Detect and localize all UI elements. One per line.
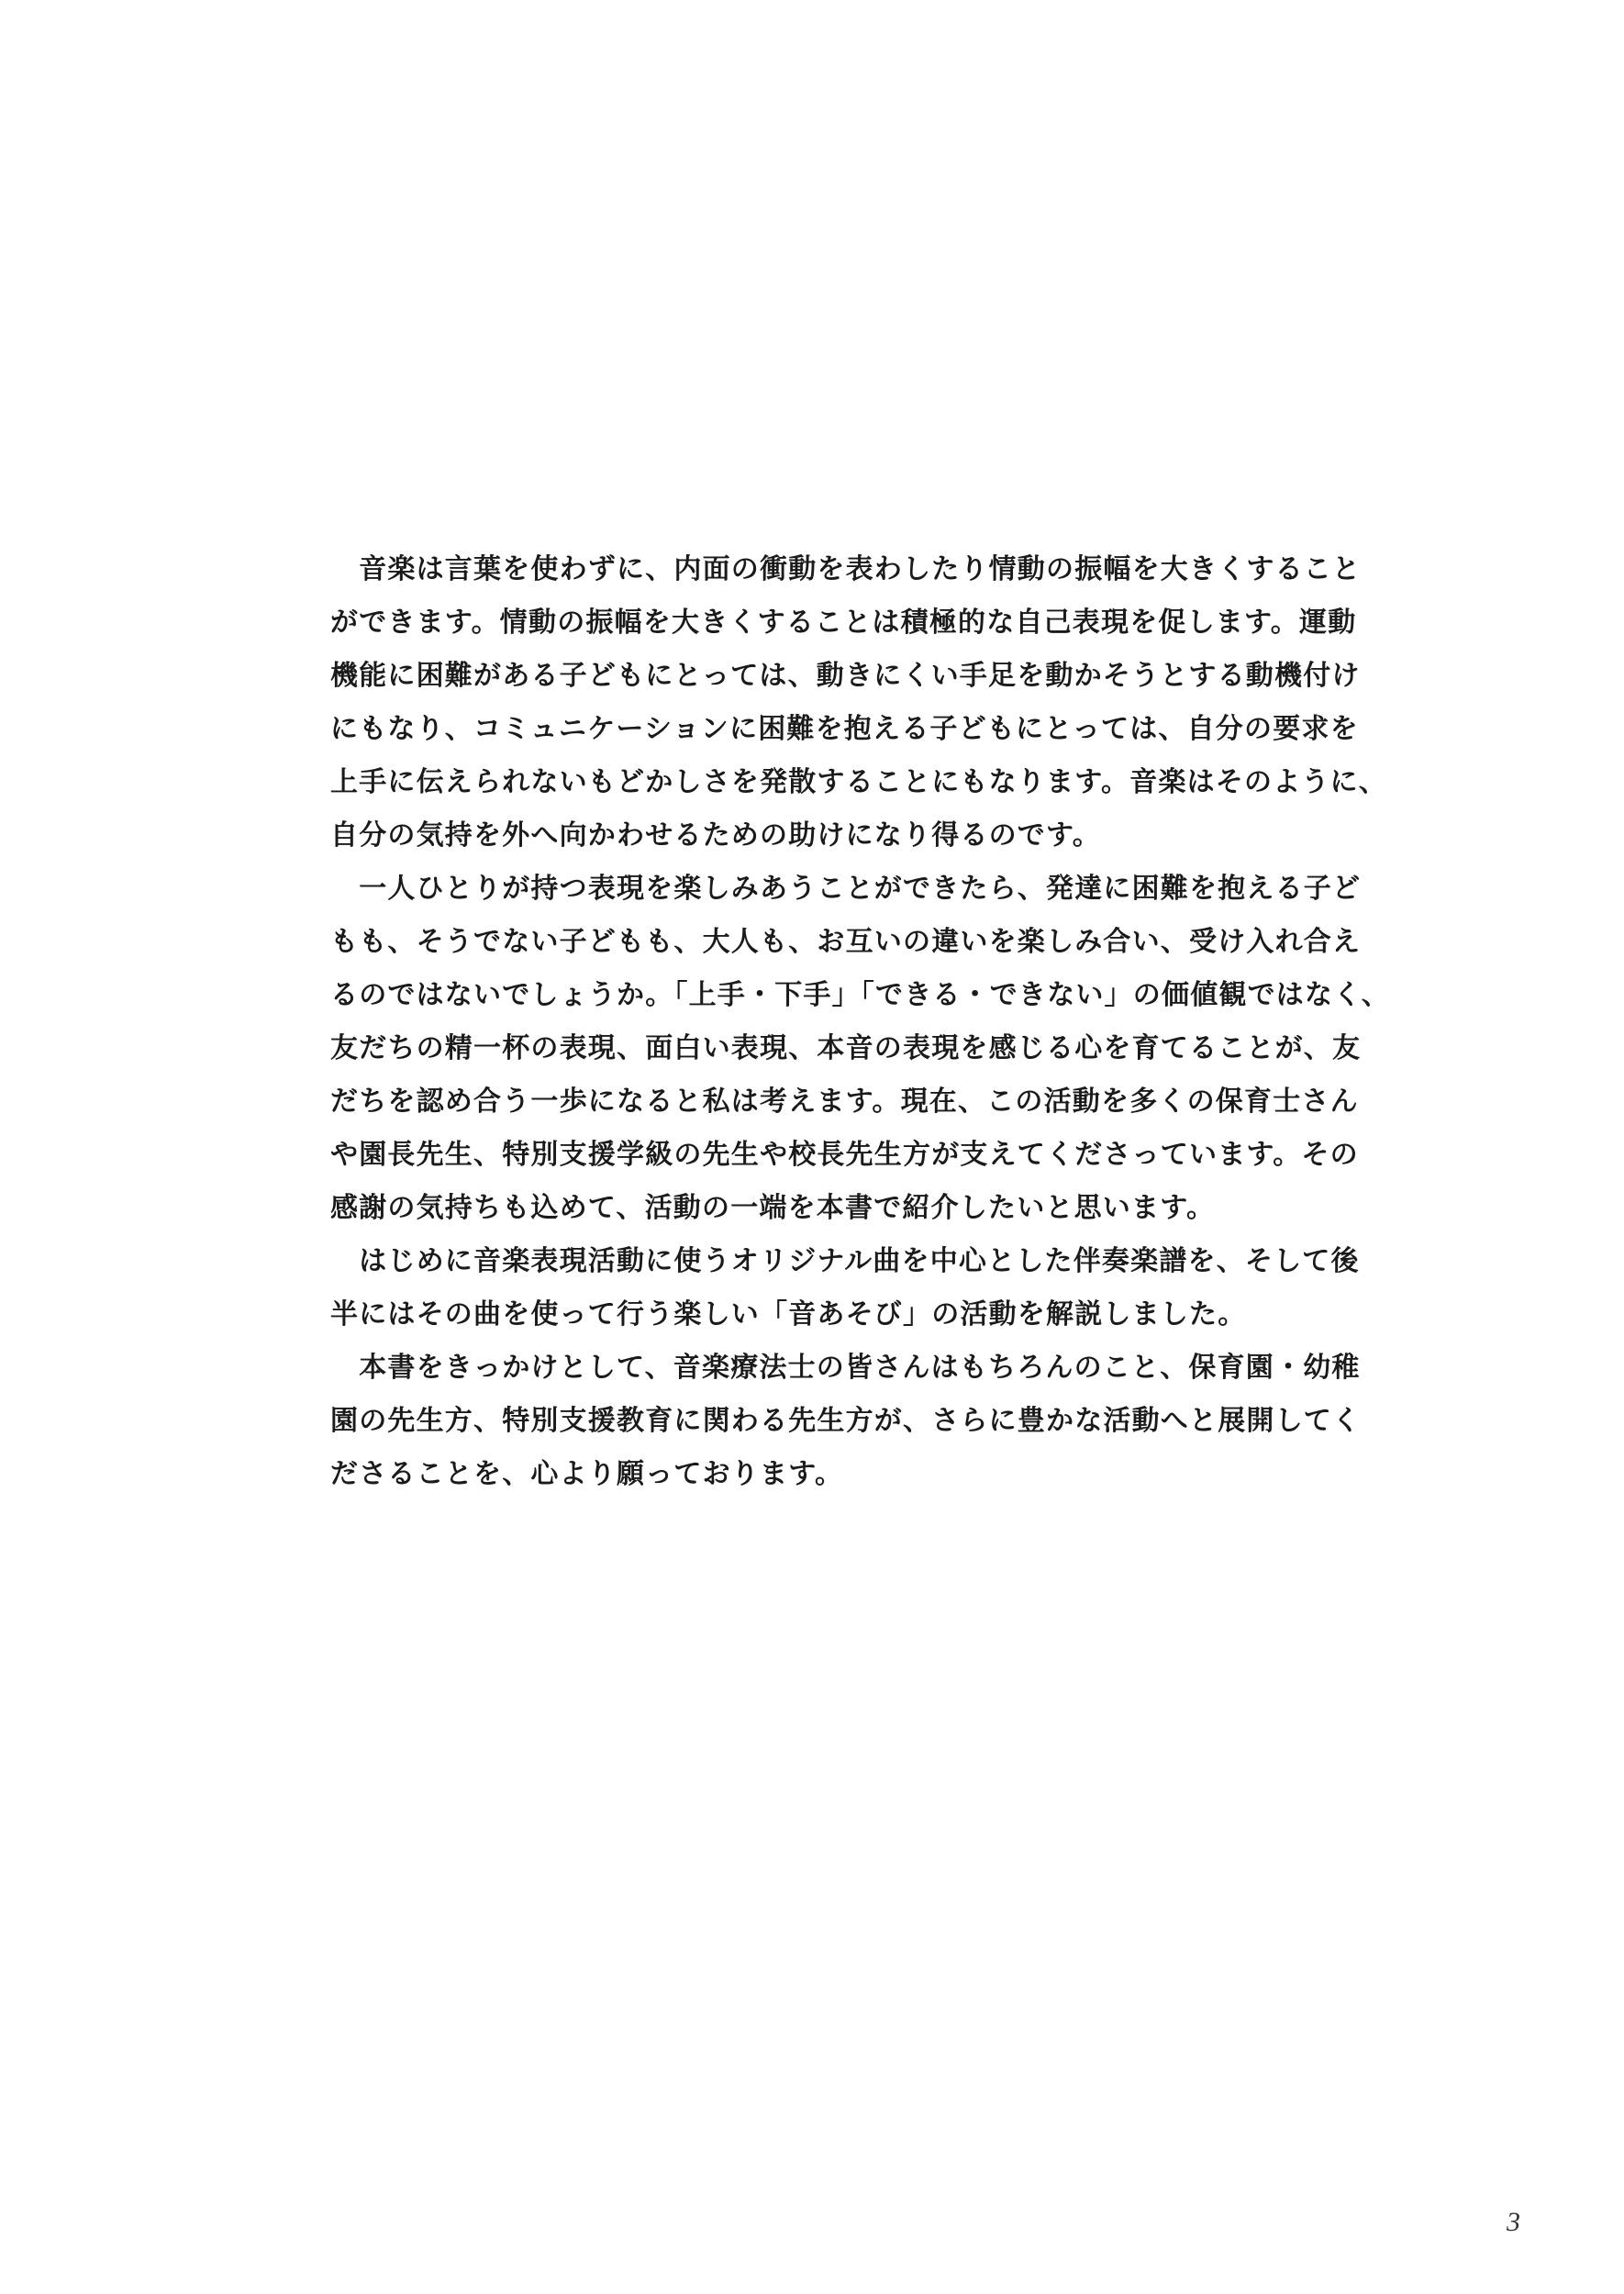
text-line: 本書をきっかけとして、音楽療法士の皆さんはもちろんのこと、保育園・幼稚 — [330, 1352, 1361, 1384]
text-line: 自分の気持を外へ向かわせるための助けになり得るのです。 — [330, 819, 1101, 852]
text-line: 音楽は言葉を使わずに、内面の衝動を表わしたり情動の振幅を大きくすること — [330, 553, 1362, 585]
text-line: 友だちの精一杯の表現、面白い表現、本音の表現を感じる心を育てることが、友 — [330, 1032, 1362, 1064]
text-line: 上手に伝えられないもどかしさを発散することにもなります。音楽はそのように、 — [330, 766, 1387, 798]
text-line: ができます。情動の振幅を大きくすることは積極的な自己表現を促します。運動 — [330, 607, 1357, 639]
text-line: だちを認め合う一歩になると私は考えます。現在、この活動を多くの保育士さん — [330, 1086, 1359, 1118]
text-line: 半にはその曲を使って行う楽しい「音あそび」の活動を解説しました。 — [330, 1298, 1247, 1331]
text-line: るのではないでしょうか。「上手・下手」「できる・できない」の価値観ではなく、 — [330, 979, 1390, 1011]
text-line: 園の先生方、特別支援教育に関わる先生方が、さらに豊かな活動へと展開してく — [330, 1405, 1362, 1437]
text-line: もも、そうでない子どもも、大人も、お互いの違いを楽しみ合い、受け入れ合え — [330, 926, 1362, 958]
text-line: にもなり、コミュニケーションに困難を抱える子どもにとっては、自分の要求を — [330, 713, 1359, 745]
text-line: 機能に困難がある子どもにとっては、動きにくい手足を動かそうとする動機付け — [330, 660, 1361, 692]
text-line: はじめに音楽表現活動に使うオリジナル曲を中心とした伴奏楽譜を、そして後 — [330, 1245, 1360, 1277]
text-line: ださることを、心より願っております。 — [330, 1458, 844, 1490]
text-line: 一人ひとりが持つ表現を楽しみあうことができたら、発達に困難を抱える子ど — [330, 873, 1362, 905]
body-text — [330, 543, 1390, 1501]
text-line: 感謝の気持ちも込めて、活動の一端を本書で紹介したいと思います。 — [330, 1192, 1216, 1224]
page-number: 3 — [1507, 2207, 1520, 2237]
text-line: や園長先生、特別支援学級の先生や校長先生方が支えてくださっています。その — [330, 1139, 1359, 1171]
